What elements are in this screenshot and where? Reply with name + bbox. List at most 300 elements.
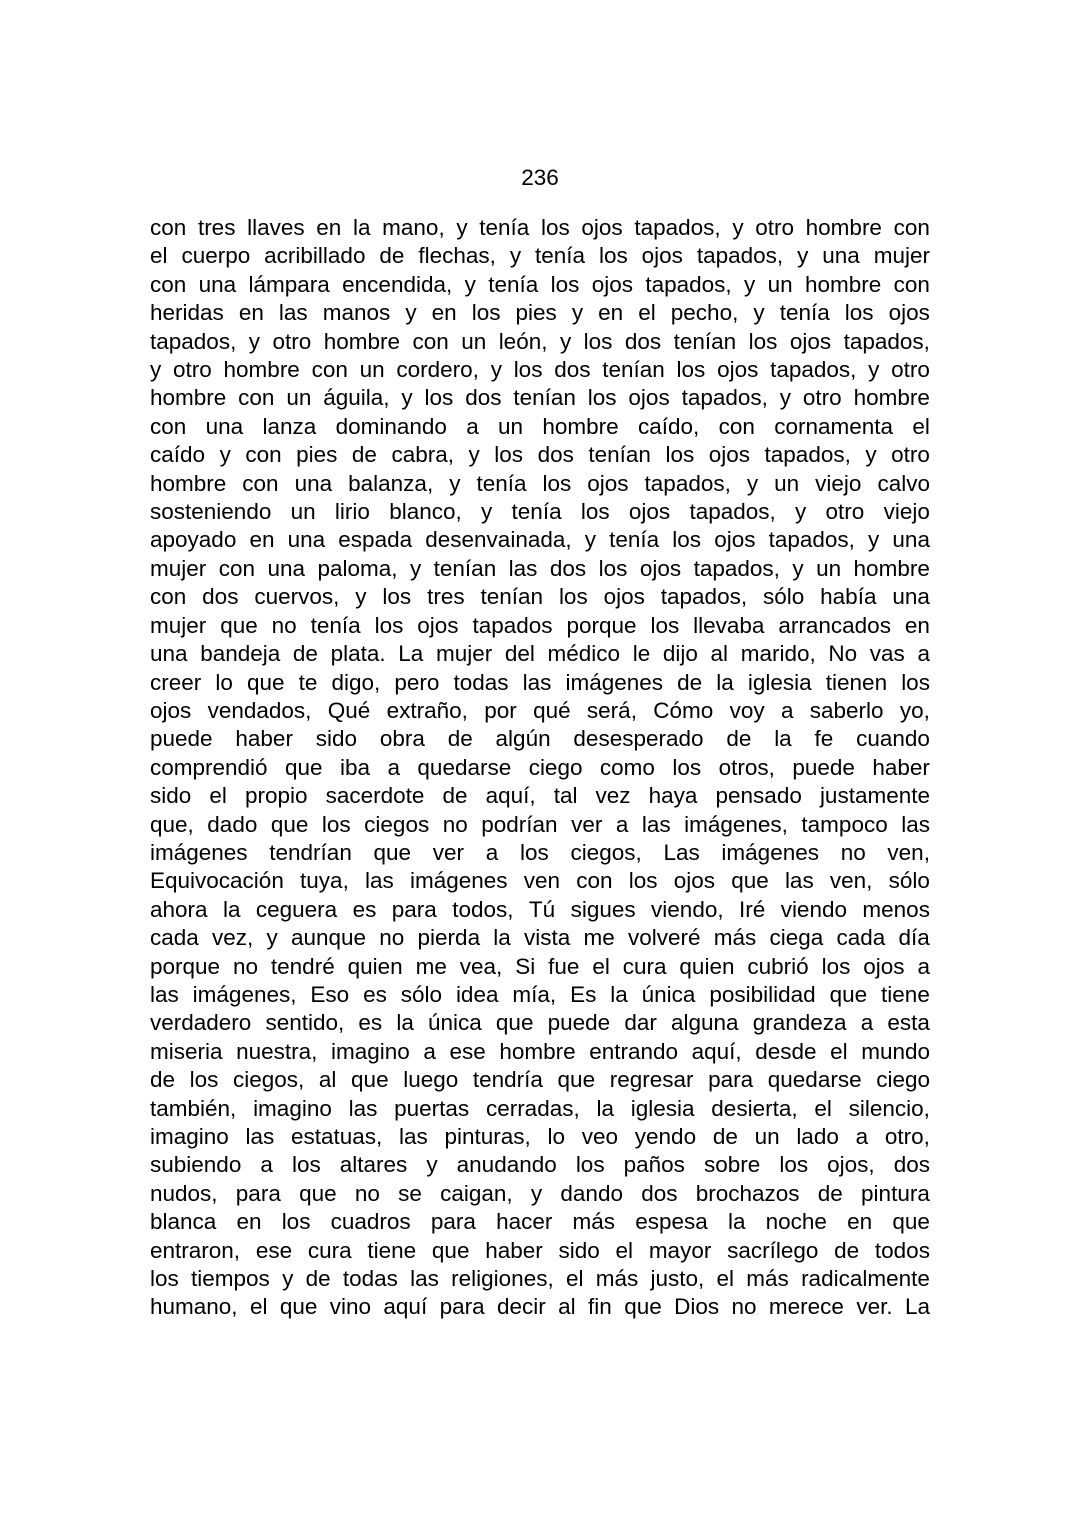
- word: humano,: [150, 1294, 238, 1320]
- word: dos: [624, 328, 662, 354]
- text-line: [150, 384, 930, 412]
- word: una: [205, 413, 244, 439]
- word: la: [596, 1095, 614, 1121]
- word: no: [232, 953, 258, 979]
- word: más: [713, 925, 757, 951]
- word: por: [484, 697, 517, 723]
- word: de: [834, 1237, 860, 1263]
- word: desierta,: [711, 1095, 798, 1121]
- word: yendo: [634, 1124, 697, 1149]
- word: los: [519, 839, 549, 865]
- word: manos: [322, 300, 391, 326]
- word: al: [710, 641, 729, 667]
- word: tenía: [534, 243, 586, 269]
- word: con: [893, 215, 930, 240]
- word: las: [365, 868, 394, 894]
- text-line: [150, 1095, 930, 1123]
- word: imágenes: [721, 839, 819, 865]
- word: la: [493, 925, 511, 951]
- word: dos: [537, 442, 574, 468]
- word: las: [245, 1124, 275, 1149]
- word: sosteniendo: [150, 499, 272, 525]
- text-line: [150, 640, 930, 668]
- word: lirio: [334, 499, 370, 525]
- text-line: [150, 1151, 930, 1179]
- word: La: [398, 641, 424, 667]
- word: los: [844, 300, 874, 326]
- word: que: [431, 1237, 470, 1263]
- word: aquí,: [691, 1038, 742, 1064]
- word: para: [391, 896, 437, 922]
- word: todas: [342, 1266, 398, 1292]
- word: mano,: [382, 215, 445, 240]
- word: que: [285, 754, 323, 780]
- word: ciegos,: [233, 1067, 305, 1093]
- word: vea,: [459, 953, 503, 979]
- word: estatuas,: [291, 1124, 383, 1149]
- word: mundo: [861, 1038, 930, 1064]
- word: tenía: [609, 527, 660, 553]
- word: y: [464, 271, 476, 297]
- word: volveré: [628, 925, 701, 951]
- word: otro: [825, 499, 865, 525]
- word: de: [150, 1067, 176, 1093]
- word: una: [294, 470, 333, 496]
- word: ver.: [856, 1294, 893, 1320]
- word: ven: [523, 868, 561, 894]
- word: las: [399, 1124, 428, 1149]
- word: no: [731, 1294, 757, 1320]
- word: altares: [339, 1152, 408, 1178]
- text-line: [150, 669, 930, 697]
- word: otro: [891, 442, 930, 468]
- word: tendría: [472, 1067, 543, 1093]
- word: que: [270, 811, 309, 837]
- word: ven,: [887, 839, 930, 865]
- word: de: [677, 669, 703, 695]
- text-line: [150, 214, 930, 242]
- word: desenvainada,: [425, 527, 572, 553]
- text-line: [150, 526, 930, 554]
- word: única: [641, 981, 696, 1007]
- text-line: [150, 1293, 930, 1321]
- word: las: [508, 555, 538, 581]
- word: podrían: [481, 811, 558, 837]
- word: no: [354, 1180, 380, 1206]
- word: entraron,: [150, 1237, 241, 1263]
- word: también,: [150, 1095, 237, 1121]
- text-line: [150, 811, 930, 839]
- word: lado: [796, 1124, 839, 1149]
- word: cordero,: [396, 357, 479, 383]
- word: sacrílego: [727, 1237, 819, 1263]
- word: pies: [515, 300, 557, 326]
- word: heridas: [150, 300, 224, 326]
- word: acribillado: [264, 243, 366, 269]
- word: a: [855, 1124, 869, 1149]
- word: y: [456, 215, 468, 240]
- word: caído,: [638, 413, 700, 439]
- word: será,: [586, 697, 637, 723]
- word: ojos: [591, 271, 633, 297]
- word: los: [672, 527, 702, 553]
- word: a: [260, 1152, 273, 1178]
- word: creer: [150, 669, 202, 695]
- word: y: [150, 357, 162, 383]
- word: tampoco: [801, 811, 888, 837]
- word: espada: [338, 527, 413, 553]
- word: bandeja: [200, 641, 281, 667]
- word: haber: [235, 726, 293, 752]
- word: en: [904, 612, 930, 638]
- word: la: [222, 896, 241, 922]
- word: la: [774, 726, 792, 752]
- word: los: [598, 243, 628, 269]
- word: en: [249, 527, 275, 553]
- word: una: [892, 527, 930, 553]
- word: porque: [566, 612, 637, 638]
- word: mujer: [435, 641, 493, 667]
- word: es: [352, 896, 377, 922]
- word: hombre: [804, 271, 882, 297]
- word: que: [351, 1067, 389, 1093]
- word: ojos: [587, 470, 629, 496]
- word: vez: [595, 783, 631, 809]
- word: ojos: [603, 584, 645, 610]
- word: digo,: [331, 669, 381, 695]
- word: Iré: [739, 896, 766, 922]
- word: de: [817, 1180, 843, 1206]
- word: fin: [588, 1294, 612, 1320]
- word: pero: [394, 669, 440, 695]
- text-line: [150, 328, 930, 356]
- word: es: [358, 1010, 383, 1036]
- word: con: [718, 413, 755, 439]
- word: subiendo: [150, 1152, 242, 1178]
- word: y: [481, 499, 493, 525]
- word: esta: [887, 1010, 930, 1036]
- word: tapados,: [689, 499, 776, 525]
- word: pierda: [417, 925, 481, 951]
- word: todos,: [452, 896, 514, 922]
- word: aquí: [383, 1294, 428, 1320]
- word: ciega: [769, 925, 824, 951]
- word: los: [540, 215, 570, 240]
- word: tapados,: [681, 385, 768, 411]
- word: otro: [173, 357, 212, 383]
- word: blanco,: [389, 499, 462, 525]
- word: tapados,: [693, 555, 780, 581]
- word: los: [587, 385, 617, 411]
- word: con: [218, 555, 255, 581]
- word: una: [267, 555, 305, 581]
- word: el: [830, 1038, 848, 1064]
- word: ojos: [789, 328, 832, 354]
- word: imagino: [330, 1038, 410, 1064]
- word: viendo,: [651, 896, 724, 922]
- word: tenía: [779, 300, 830, 326]
- text-line: [150, 470, 930, 498]
- word: y: [797, 243, 809, 269]
- word: una: [892, 584, 930, 610]
- word: una: [822, 243, 860, 269]
- word: para: [235, 1180, 281, 1206]
- word: se: [398, 1180, 422, 1206]
- word: ojos: [581, 215, 623, 240]
- word: ojos: [628, 385, 670, 411]
- word: la: [610, 981, 628, 1007]
- word: hombre: [853, 385, 930, 411]
- word: lo: [547, 1124, 566, 1149]
- word: que: [279, 1294, 318, 1320]
- word: pensado: [715, 783, 802, 809]
- word: y: [449, 470, 461, 496]
- word: flechas,: [418, 243, 496, 269]
- word: mujer: [150, 555, 207, 581]
- word: los: [291, 1152, 321, 1178]
- text-line: [150, 242, 930, 270]
- word: viendo: [780, 896, 847, 922]
- text-line: [150, 1038, 930, 1066]
- word: yo,: [899, 697, 930, 723]
- word: que: [220, 612, 258, 638]
- word: encendida,: [342, 271, 453, 297]
- word: y: [792, 555, 804, 581]
- word: y: [868, 357, 880, 383]
- word: ojos: [708, 442, 751, 468]
- word: caído: [150, 442, 206, 468]
- word: que: [373, 839, 412, 865]
- word: tenían: [513, 385, 576, 411]
- word: haber: [872, 754, 930, 780]
- word: y: [248, 328, 261, 354]
- word: quien: [347, 953, 403, 979]
- word: cuando: [856, 726, 930, 752]
- word: cura: [622, 953, 667, 979]
- word: los: [575, 1152, 605, 1178]
- word: religiones,: [451, 1266, 554, 1292]
- text-line: [150, 1265, 930, 1293]
- word: otro: [802, 385, 842, 411]
- word: del: [504, 641, 535, 667]
- word: extraño,: [386, 697, 468, 723]
- word: que: [557, 1067, 596, 1093]
- word: los: [748, 328, 778, 354]
- word: ciegos: [364, 811, 430, 837]
- word: puede: [150, 726, 213, 752]
- word: un: [816, 555, 842, 581]
- word: arrancados: [778, 612, 891, 638]
- word: ahora: [150, 896, 208, 922]
- word: cura: [307, 1237, 352, 1263]
- word: el: [209, 783, 227, 809]
- word: ver: [571, 811, 603, 837]
- word: merece: [768, 1294, 844, 1320]
- word: vez,: [212, 925, 254, 951]
- body-text: [150, 214, 930, 1322]
- word: ciego: [528, 754, 583, 780]
- page-number: 236: [521, 165, 559, 190]
- word: el: [638, 300, 656, 326]
- word: alguna: [671, 1010, 739, 1036]
- word: tenían: [480, 584, 544, 610]
- word: el: [814, 1095, 832, 1121]
- word: tres: [427, 584, 465, 610]
- word: desde: [755, 1038, 817, 1064]
- word: de: [726, 726, 752, 752]
- word: los: [374, 612, 404, 638]
- word: dos: [641, 1180, 678, 1206]
- text-line: [150, 612, 930, 640]
- text-line: [150, 1066, 930, 1094]
- word: los: [672, 754, 702, 780]
- word: pintura: [861, 1180, 930, 1206]
- word: y: [490, 357, 502, 383]
- word: no: [379, 925, 405, 951]
- word: de: [292, 641, 318, 667]
- word: ciegos,: [570, 839, 642, 865]
- word: los: [382, 584, 412, 610]
- word: en: [238, 300, 264, 326]
- word: un: [359, 357, 385, 383]
- word: los: [281, 1209, 311, 1235]
- word: hombre: [223, 357, 300, 383]
- word: las: [348, 1095, 378, 1121]
- word: ojos: [628, 499, 671, 525]
- word: Equivocación: [150, 868, 284, 894]
- word: lámpara: [248, 271, 330, 297]
- word: imágenes,: [192, 981, 297, 1007]
- word: en: [598, 300, 624, 326]
- word: justo,: [650, 1266, 705, 1292]
- word: tapados,: [843, 328, 930, 354]
- word: otro: [272, 328, 312, 354]
- word: con: [150, 271, 187, 297]
- word: anudando: [456, 1152, 557, 1178]
- text-line: [150, 839, 930, 867]
- word: con: [150, 584, 187, 610]
- word: te: [298, 669, 318, 695]
- word: ojos: [888, 300, 930, 326]
- word: hacer: [496, 1209, 553, 1235]
- word: y: [282, 1266, 294, 1292]
- word: las: [641, 811, 671, 837]
- word: obra: [379, 726, 425, 752]
- word: hombre: [542, 413, 619, 439]
- word: los: [150, 1266, 179, 1292]
- word: sido: [558, 1237, 600, 1263]
- word: puede: [792, 754, 855, 780]
- word: luego: [403, 1067, 459, 1093]
- word: plata.: [330, 641, 386, 667]
- word: que: [495, 1010, 534, 1036]
- word: silencio,: [848, 1095, 930, 1121]
- word: sacerdote: [325, 783, 425, 809]
- word: el: [912, 413, 930, 439]
- text-line: [150, 583, 930, 611]
- word: nuestra,: [236, 1038, 318, 1064]
- word: sólo: [400, 981, 443, 1007]
- word: pies: [296, 442, 338, 468]
- word: ojos,: [827, 1152, 875, 1178]
- word: el: [716, 1266, 735, 1292]
- word: Cómo: [653, 697, 714, 723]
- word: que: [299, 1180, 337, 1206]
- word: tapados,: [660, 584, 748, 610]
- word: los: [321, 811, 351, 837]
- word: ojos: [150, 697, 192, 723]
- word: los: [542, 470, 572, 496]
- word: imagino: [253, 1095, 332, 1121]
- word: algún: [495, 726, 551, 752]
- word: un: [498, 413, 524, 439]
- word: otro,: [884, 1124, 930, 1149]
- text-line: [150, 356, 930, 384]
- word: cada: [150, 925, 199, 951]
- word: ojos: [639, 555, 682, 581]
- word: dos: [549, 555, 587, 581]
- word: tapados,: [768, 527, 855, 553]
- text-line: [150, 725, 930, 753]
- word: los: [665, 442, 695, 468]
- word: más: [595, 1266, 639, 1292]
- word: entrando: [589, 1038, 679, 1064]
- word: no: [840, 839, 866, 865]
- word: a: [860, 1010, 874, 1036]
- word: todas: [453, 669, 509, 695]
- word: ceguera: [255, 896, 338, 922]
- text-line: [150, 754, 930, 782]
- word: tenían: [433, 555, 497, 581]
- word: ojos: [863, 953, 905, 979]
- word: grandeza: [752, 1010, 847, 1036]
- word: más: [746, 1266, 789, 1292]
- word: tal: [553, 783, 578, 809]
- word: dando: [560, 1180, 623, 1206]
- word: mujer: [150, 612, 207, 638]
- word: ven,: [829, 868, 873, 894]
- word: y: [732, 215, 744, 240]
- word: hombre: [323, 328, 401, 354]
- word: en: [431, 300, 457, 326]
- word: Dios: [674, 1294, 720, 1320]
- word: los: [494, 442, 524, 468]
- word: dijo: [662, 641, 698, 667]
- word: las: [784, 868, 814, 894]
- word: mujer: [873, 243, 930, 269]
- word: tenían: [673, 328, 737, 354]
- word: caigan,: [440, 1180, 513, 1206]
- word: voy: [729, 697, 765, 723]
- text-line: [150, 413, 930, 441]
- word: y: [746, 470, 759, 496]
- word: No: [828, 641, 858, 667]
- word: tenía: [476, 470, 527, 496]
- word: los: [424, 385, 454, 411]
- word: el: [150, 243, 168, 269]
- word: puede: [547, 1010, 611, 1036]
- word: dos: [465, 385, 502, 411]
- word: hombre: [499, 1038, 576, 1064]
- word: vista: [524, 925, 571, 951]
- word: en: [847, 1209, 873, 1235]
- word: tapados,: [770, 357, 857, 383]
- word: los: [598, 555, 628, 581]
- word: cubrió: [747, 953, 809, 979]
- text-line: [150, 1180, 930, 1208]
- word: para: [430, 1209, 476, 1235]
- word: lanza: [262, 413, 317, 439]
